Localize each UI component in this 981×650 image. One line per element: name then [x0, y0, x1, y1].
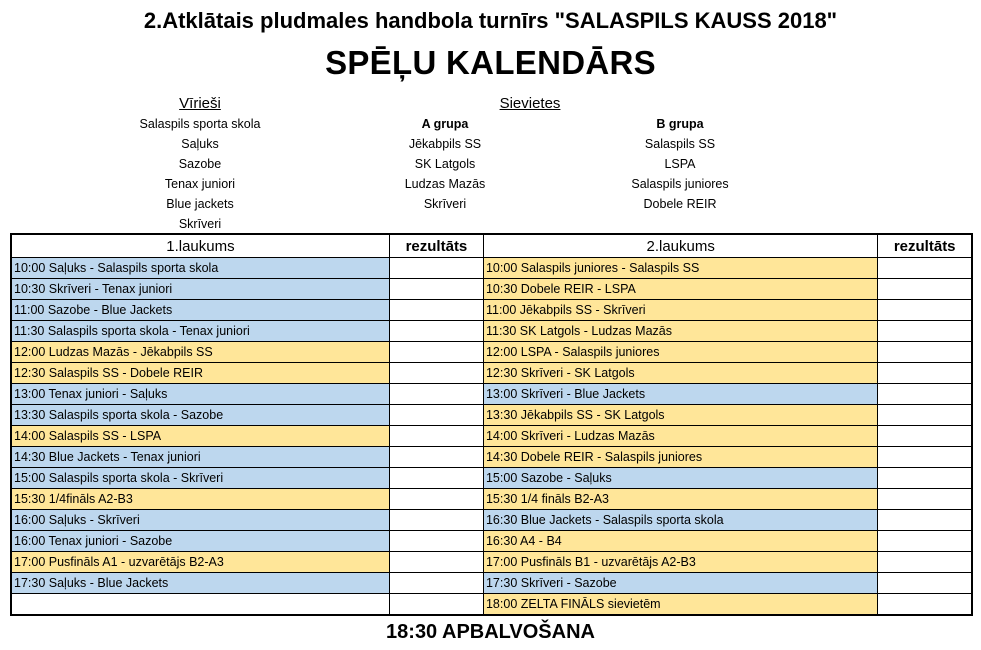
table-row: [11, 342, 972, 363]
men-team: Skrīveri: [178, 217, 222, 231]
field2-result-cell[interactable]: [878, 489, 972, 510]
field2-match: 13:00 Skrīveri - Blue Jackets: [483, 384, 877, 405]
group-b-team: Salaspils SS: [644, 137, 716, 151]
field2-match: 17:00 Pusfināls B1 - uzvarētājs A2-B3: [483, 552, 877, 573]
field2-result-cell[interactable]: [878, 300, 972, 321]
men-team: Salaspils sporta skola: [139, 117, 261, 131]
field2-match: 10:30 Dobele REIR - LSPA: [483, 279, 877, 300]
field1-result-cell[interactable]: [389, 258, 483, 279]
men-heading: Vīrieši: [179, 95, 221, 112]
group-a-team: Skrīveri: [423, 197, 467, 211]
field2-header: 2.laukums: [483, 234, 877, 258]
field1-match: 12:00 Ludzas Mazās - Jēkabpils SS: [11, 342, 389, 363]
table-row: [11, 489, 972, 510]
field2-match: 16:30 A4 - B4: [483, 531, 877, 552]
table-row: [11, 510, 972, 531]
schedule-body: [11, 258, 972, 616]
table-row: [11, 468, 972, 489]
field2-result-cell[interactable]: [878, 321, 972, 342]
result2-header: rezultāts: [878, 234, 972, 258]
field1-match: 16:00 Tenax juniori - Sazobe: [11, 531, 389, 552]
group-b-heading: B grupa: [656, 117, 704, 131]
group-b-team: LSPA: [664, 157, 696, 171]
field2-match: 11:00 Jēkabpils SS - Skrīveri: [483, 300, 877, 321]
table-row: [11, 279, 972, 300]
men-team: Saļuks: [181, 137, 219, 151]
table-row: [11, 258, 972, 279]
table-row: [11, 552, 972, 573]
schedule-header-row: [11, 234, 972, 258]
table-row: [11, 594, 972, 616]
field2-match: 14:30 Dobele REIR - Salaspils juniores: [483, 447, 877, 468]
field2-match: 17:30 Skrīveri - Sazobe: [483, 573, 877, 594]
field1-match: 15:00 Salaspils sporta skola - Skrīveri: [11, 468, 389, 489]
field1-result-cell[interactable]: [389, 300, 483, 321]
field1-result-cell[interactable]: [389, 279, 483, 300]
field2-match: 10:00 Salaspils juniores - Salaspils SS: [483, 258, 877, 279]
field2-result-cell[interactable]: [878, 426, 972, 447]
result1-header: rezultāts: [389, 234, 483, 258]
field1-match: 16:00 Saļuks - Skrīveri: [11, 510, 389, 531]
table-row: [11, 321, 972, 342]
table-row: [11, 447, 972, 468]
field1-match: 11:30 Salaspils sporta skola - Tenax juniori: [11, 321, 389, 342]
field1-result-cell[interactable]: [389, 552, 483, 573]
group-a-team: Jēkabpils SS: [408, 137, 482, 151]
field2-match: 15:00 Sazobe - Saļuks: [483, 468, 877, 489]
field2-match: 18:00 ZELTA FINĀLS sievietēm: [483, 594, 877, 616]
field2-match: 12:30 Skrīveri - SK Latgols: [483, 363, 877, 384]
field2-result-cell[interactable]: [878, 531, 972, 552]
men-team: Sazobe: [178, 157, 222, 171]
table-row: [11, 384, 972, 405]
field2-match: 14:00 Skrīveri - Ludzas Mazās: [483, 426, 877, 447]
field2-result-cell[interactable]: [878, 384, 972, 405]
group-b-team: Salaspils juniores: [631, 177, 729, 191]
field1-match: 13:00 Tenax juniori - Saļuks: [11, 384, 389, 405]
field1-result-cell[interactable]: [389, 384, 483, 405]
field2-result-cell[interactable]: [878, 342, 972, 363]
field1-match: 15:30 1/4fināls A2-B3: [11, 489, 389, 510]
field1-result-cell[interactable]: [389, 405, 483, 426]
group-a-team: Ludzas Mazās: [404, 177, 486, 191]
field1-result-cell[interactable]: [389, 321, 483, 342]
field2-result-cell[interactable]: [878, 405, 972, 426]
field1-result-cell[interactable]: [389, 342, 483, 363]
group-a-team: SK Latgols: [414, 157, 476, 171]
women-group-a: [360, 114, 530, 214]
women-group-b: [580, 114, 780, 214]
men-team: Blue jackets: [166, 197, 234, 211]
field1-match: 14:30 Blue Jackets - Tenax juniori: [11, 447, 389, 468]
field2-match: 11:30 SK Latgols - Ludzas Mazās: [483, 321, 877, 342]
field1-match: 13:30 Salaspils sporta skola - Sazobe: [11, 405, 389, 426]
women-heading-block: [450, 94, 610, 114]
field2-match: 12:00 LSPA - Salaspils juniores: [483, 342, 877, 363]
field1-result-cell[interactable]: [389, 363, 483, 384]
field1-result-cell[interactable]: [389, 489, 483, 510]
table-row: [11, 573, 972, 594]
field1-match: 10:00 Saļuks - Salaspils sporta skola: [11, 258, 389, 279]
page-subtitle: SPĒĻU KALENDĀRS: [325, 44, 656, 81]
field2-result-cell[interactable]: [878, 363, 972, 384]
men-team: Tenax juniori: [164, 177, 236, 191]
table-row: [11, 363, 972, 384]
men-teams-list: [100, 94, 300, 234]
field1-match: 17:00 Pusfināls A1 - uzvarētājs B2-A3: [11, 552, 389, 573]
field2-result-cell[interactable]: [878, 594, 972, 616]
field2-match: 13:30 Jēkabpils SS - SK Latgols: [483, 405, 877, 426]
table-row: [11, 300, 972, 321]
field1-match: 14:00 Salaspils SS - LSPA: [11, 426, 389, 447]
field2-result-cell[interactable]: [878, 552, 972, 573]
field1-result-cell[interactable]: [389, 531, 483, 552]
field2-match: 16:30 Blue Jackets - Salaspils sporta skola: [483, 510, 877, 531]
field2-result-cell[interactable]: [878, 510, 972, 531]
field1-match: [11, 594, 389, 616]
table-row: [11, 405, 972, 426]
page-title: 2.Atklātais pludmales handbola turnīrs "SALASPILS KAUSS 2018": [143, 8, 838, 33]
field1-result-cell[interactable]: [389, 426, 483, 447]
group-b-team: Dobele REIR: [643, 197, 717, 211]
field2-result-cell[interactable]: [878, 258, 972, 279]
schedule-table: [10, 233, 973, 616]
field1-result-cell[interactable]: [389, 447, 483, 468]
field1-match: 12:30 Salaspils SS - Dobele REIR: [11, 363, 389, 384]
field2-result-cell[interactable]: [878, 447, 972, 468]
field1-header: 1.laukums: [11, 234, 389, 258]
field1-match: 11:00 Sazobe - Blue Jackets: [11, 300, 389, 321]
field2-match: 15:30 1/4 fināls B2-A3: [483, 489, 877, 510]
field1-result-cell[interactable]: [389, 468, 483, 489]
field2-result-cell[interactable]: [878, 573, 972, 594]
field1-result-cell[interactable]: [389, 573, 483, 594]
field1-result-cell[interactable]: [389, 594, 483, 616]
field2-result-cell[interactable]: [878, 468, 972, 489]
women-heading: Sievietes: [499, 95, 561, 112]
table-row: [11, 426, 972, 447]
field1-match: 17:30 Saļuks - Blue Jackets: [11, 573, 389, 594]
field1-match: 10:30 Skrīveri - Tenax juniori: [11, 279, 389, 300]
group-a-heading: A grupa: [421, 117, 469, 131]
table-row: [11, 531, 972, 552]
field2-result-cell[interactable]: [878, 279, 972, 300]
ceremony-footer: 18:30 APBALVOŠANA: [386, 621, 595, 643]
field1-result-cell[interactable]: [389, 510, 483, 531]
